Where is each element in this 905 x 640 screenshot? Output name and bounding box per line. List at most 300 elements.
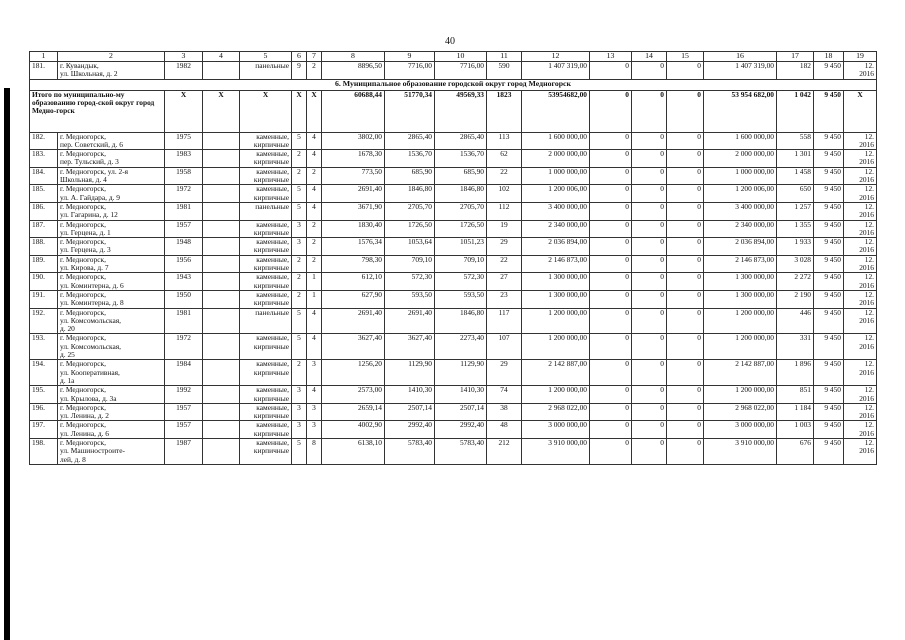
material-line: кирпичные: [253, 157, 289, 167]
row-number: 189.: [30, 255, 58, 273]
entrances-cell: 2: [307, 167, 322, 185]
deadline-cell: [844, 421, 877, 439]
col15-cell: 0: [667, 132, 704, 150]
deadline-line: 2016: [859, 411, 874, 421]
residential-area-cell: 1129,90: [435, 360, 487, 386]
premises-area-cell: 1846,80: [385, 185, 435, 203]
material-cell: [240, 202, 292, 220]
deadline-line: 2016: [859, 245, 874, 255]
floors-cell: 3: [292, 220, 307, 238]
floors-cell: 5: [292, 334, 307, 360]
deadline-cell: [844, 255, 877, 273]
owners-funds-cell: 2 146 873,00: [704, 255, 777, 273]
address-cell: [58, 360, 165, 386]
residents-cell: 22: [487, 255, 522, 273]
residential-area-cell: 2507,14: [435, 403, 487, 421]
row-number: 193.: [30, 334, 58, 360]
floors-cell: 3: [292, 421, 307, 439]
residential-area-cell: 1726,50: [435, 220, 487, 238]
deadline-cell: [844, 167, 877, 185]
material-line: кирпичные: [253, 263, 289, 273]
col14-cell: 0: [632, 360, 667, 386]
material-line: каменные,: [256, 290, 289, 299]
col15-cell: 0: [667, 220, 704, 238]
material-cell: [240, 403, 292, 421]
residents-cell: 107: [487, 334, 522, 360]
total-area-cell: 2691,40: [322, 185, 385, 203]
table-row: [30, 150, 877, 168]
total-row: [30, 90, 877, 132]
residential-area-cell: 572,30: [435, 273, 487, 291]
deadline-line: 2016: [859, 446, 874, 456]
residents-cell: 38: [487, 403, 522, 421]
col15-cell: 0: [667, 185, 704, 203]
col15-cell: 0: [667, 308, 704, 334]
residents-cell: 19: [487, 220, 522, 238]
material-line: каменные,: [256, 132, 289, 141]
col-header: 2: [58, 52, 165, 62]
repair-cost-cell: 1 200 000,00: [522, 334, 590, 360]
owners-funds-cell: 1 200 006,00: [704, 185, 777, 203]
address-line: г. Медногорск,: [60, 403, 106, 412]
address-line: ул. Машиностроите-: [60, 446, 126, 456]
col4-cell: [203, 62, 240, 80]
year-cell: 1981: [165, 202, 203, 220]
repair-cost-cell: 1 000 000,00: [522, 167, 590, 185]
table-row: [30, 308, 877, 334]
floors-cell: 2: [292, 150, 307, 168]
unit-cost-cell: 1 184: [777, 403, 814, 421]
repair-cost-cell: 3 910 000,00: [522, 438, 590, 464]
address-line: д. 25: [60, 350, 75, 360]
col14-cell: 0: [632, 202, 667, 220]
address-line: г. Медногорск,: [60, 237, 106, 247]
row-number: 190.: [30, 273, 58, 291]
col13-cell: 0: [590, 255, 632, 273]
repair-cost-cell: 1 200 006,00: [522, 185, 590, 203]
deadline-line: 2016: [859, 263, 874, 273]
unit-cost-cell: 3 028: [777, 255, 814, 273]
year-cell: 1956: [165, 255, 203, 273]
col14-cell: 0: [632, 308, 667, 334]
total-area-cell: 3627,40: [322, 334, 385, 360]
table-row: [30, 132, 877, 150]
address-line: г. Медногорск,: [60, 420, 106, 430]
total-area-cell: 3671,90: [322, 202, 385, 220]
year-cell: 1957: [165, 421, 203, 439]
row-number: 188.: [30, 238, 58, 256]
material-line: каменные,: [256, 385, 289, 395]
material-line: кирпичные: [253, 192, 289, 202]
material-line: каменные,: [256, 167, 289, 176]
deadline-line: 2016: [859, 192, 874, 202]
col-header: 7: [307, 52, 322, 62]
deadline-year: 2016: [859, 69, 874, 79]
unit-cost-cell: 1 933: [777, 238, 814, 256]
address-line: г. Медногорск,: [60, 385, 106, 395]
max-cost-cell: 9 450: [814, 202, 844, 220]
deadline-month: 12.: [864, 61, 874, 70]
col14-cell: 0: [632, 255, 667, 273]
unit-cost-cell: 1 896: [777, 360, 814, 386]
col4-cell: [203, 202, 240, 220]
deadline-line: 12.: [864, 438, 874, 447]
col13-cell: 0: [590, 62, 632, 80]
owners-funds-sum: 53 954 682,00: [704, 90, 777, 132]
col4-cell: [203, 220, 240, 238]
col4-cell: [203, 386, 240, 404]
deadline-line: 12.: [864, 308, 874, 317]
address-line: г. Медногорск, ул. 2-я: [60, 167, 129, 176]
address-line: ул. Гагарина, д. 12: [60, 210, 118, 220]
col4-cell: [203, 150, 240, 168]
row-number: 194.: [30, 360, 58, 386]
premises-area-cell: 2992,40: [385, 421, 435, 439]
col13-cell: 0: [590, 132, 632, 150]
material-line: панельные: [255, 202, 289, 211]
col13-sum: 0: [590, 90, 632, 132]
deadline-cell: [844, 202, 877, 220]
deadline-line: 12.: [864, 220, 874, 229]
col13-cell: 0: [590, 421, 632, 439]
entrances-cell: 8: [307, 438, 322, 464]
address-cell: [58, 220, 165, 238]
unit-cost-cell: 1 003: [777, 421, 814, 439]
entrances-cell: 1: [307, 290, 322, 308]
address-line: г. Кувандык,: [60, 61, 99, 70]
page-number: 40: [445, 36, 455, 47]
col-header: 9: [385, 52, 435, 62]
col4-cell: [203, 255, 240, 273]
residents-cell: 117: [487, 308, 522, 334]
premises-area-cell: 685,90: [385, 167, 435, 185]
row-number: 182.: [30, 132, 58, 150]
row-number: 196.: [30, 403, 58, 421]
material-cell: [240, 290, 292, 308]
total-area-cell: 8896,50: [322, 62, 385, 80]
year-cell: 1957: [165, 403, 203, 421]
col-header: 6: [292, 52, 307, 62]
address-cell: [58, 403, 165, 421]
address-line: пер. Советский, д. 6: [60, 139, 123, 149]
entrances-cell: 2: [307, 220, 322, 238]
max-cost-cell: 9 450: [814, 220, 844, 238]
material-line: кирпичные: [253, 428, 289, 438]
floors-cell: 5: [292, 132, 307, 150]
total-col3: X: [165, 90, 203, 132]
deadline-line: 12.: [864, 132, 874, 141]
owners-funds-cell: 2 000 000,00: [704, 150, 777, 168]
entrances-cell: 2: [307, 62, 322, 80]
deadline-cell: [844, 334, 877, 360]
row-number: 183.: [30, 150, 58, 168]
col14-cell: 0: [632, 150, 667, 168]
material-line: каменные,: [256, 333, 289, 343]
residential-area-cell: 1536,70: [435, 150, 487, 168]
address-cell: [58, 438, 165, 464]
col13-cell: 0: [590, 167, 632, 185]
entrances-cell: 3: [307, 421, 322, 439]
floors-cell: 2: [292, 290, 307, 308]
residential-area-cell: 2992,40: [435, 421, 487, 439]
address-line: г. Медногорск,: [60, 220, 106, 229]
material-line: каменные,: [256, 255, 289, 264]
table-row: [30, 238, 877, 256]
col13-cell: 0: [590, 308, 632, 334]
total-area-cell: 1678,30: [322, 150, 385, 168]
section-title: 6. Муниципальное образование городской округ город Медногорск: [30, 79, 877, 90]
residential-area-cell: 2865,40: [435, 132, 487, 150]
residential-area-cell: 685,90: [435, 167, 487, 185]
address-line: ул. Коминтерна, д. 8: [60, 298, 124, 308]
unit-cost-cell: 2 272: [777, 273, 814, 291]
col15-cell: 0: [667, 62, 704, 80]
address-line: г. Медногорск,: [60, 438, 106, 447]
unit-cost-cell: 1 355: [777, 220, 814, 238]
residential-area-cell: 709,10: [435, 255, 487, 273]
column-number-header: [30, 52, 877, 62]
residential-area-cell: 593,50: [435, 290, 487, 308]
col14-cell: 0: [632, 290, 667, 308]
residents-cell: 23: [487, 290, 522, 308]
max-cost-cell: 9 450: [814, 167, 844, 185]
total-area-cell: 4002,90: [322, 421, 385, 439]
address-line: ул. Комсомольская,: [60, 341, 122, 351]
section-header-row: [30, 79, 877, 90]
unit-cost-cell: 851: [777, 386, 814, 404]
col-header: 12: [522, 52, 590, 62]
table-row: [30, 273, 877, 291]
premises-area-cell: 1536,70: [385, 150, 435, 168]
address-line: д. 20: [60, 324, 75, 334]
col4-cell: [203, 167, 240, 185]
residents-cell: 74: [487, 386, 522, 404]
material-line: каменные,: [256, 420, 289, 430]
repair-cost-sum: 53954682,00: [522, 90, 590, 132]
repair-cost-cell: 1 300 000,00: [522, 290, 590, 308]
premises-area-cell: 3627,40: [385, 334, 435, 360]
material-line: кирпичные: [253, 446, 289, 456]
deadline-cell: [844, 386, 877, 404]
address-cell: [58, 238, 165, 256]
address-line: ул. Герцена, д. 1: [60, 227, 111, 237]
premises-area-cell: 7716,00: [385, 62, 435, 80]
max-cost-cell: 9 450: [814, 255, 844, 273]
year-cell: 1950: [165, 290, 203, 308]
material-cell: [240, 62, 292, 80]
material-cell: [240, 150, 292, 168]
material-line: кирпичные: [253, 411, 289, 421]
deadline-line: 2016: [859, 315, 874, 325]
material-line: кирпичные: [253, 280, 289, 290]
col13-cell: 0: [590, 403, 632, 421]
entrances-cell: 1: [307, 273, 322, 291]
col15-cell: 0: [667, 238, 704, 256]
material-cell: [240, 255, 292, 273]
row-number: 192.: [30, 308, 58, 334]
deadline-line: 2016: [859, 139, 874, 149]
total-area-cell: 798,30: [322, 255, 385, 273]
row-number: 198.: [30, 438, 58, 464]
col-header: 4: [203, 52, 240, 62]
floors-cell: 3: [292, 403, 307, 421]
col15-cell: 0: [667, 167, 704, 185]
total-col4: X: [203, 90, 240, 132]
deadline-line: 2016: [859, 367, 874, 377]
total-area-cell: 612,10: [322, 273, 385, 291]
material-line: каменные,: [256, 220, 289, 229]
floors-cell: 9: [292, 62, 307, 80]
owners-funds-cell: 1 000 000,00: [704, 167, 777, 185]
owners-funds-cell: 1 300 000,00: [704, 273, 777, 291]
material-cell: [240, 438, 292, 464]
col-header: 18: [814, 52, 844, 62]
total-area-cell: 627,90: [322, 290, 385, 308]
deadline-cell: [844, 238, 877, 256]
entrances-cell: 4: [307, 386, 322, 404]
owners-funds-cell: 2 340 000,00: [704, 220, 777, 238]
owners-funds-cell: 2 036 894,00: [704, 238, 777, 256]
deadline-line: 12.: [864, 272, 874, 282]
table-row: [30, 202, 877, 220]
col14-cell: 0: [632, 403, 667, 421]
floors-cell: 2: [292, 167, 307, 185]
address-line: ул. Коминтерна, д. 6: [60, 280, 124, 290]
col14-cell: 0: [632, 62, 667, 80]
residents-cell: 27: [487, 273, 522, 291]
col13-cell: 0: [590, 238, 632, 256]
repair-cost-cell: 2 142 887,00: [522, 360, 590, 386]
col15-sum: 0: [667, 90, 704, 132]
material-cell: [240, 386, 292, 404]
address-cell: [58, 202, 165, 220]
col4-cell: [203, 290, 240, 308]
col-header: 10: [435, 52, 487, 62]
owners-funds-cell: 2 968 022,00: [704, 403, 777, 421]
residents-cell: 22: [487, 167, 522, 185]
deadline-line: 2016: [859, 157, 874, 167]
material-line: кирпичные: [253, 175, 289, 185]
residential-area-cell: 1846,80: [435, 308, 487, 334]
deadline-line: 2016: [859, 210, 874, 220]
owners-funds-cell: 3 000 000,00: [704, 421, 777, 439]
material-cell: [240, 273, 292, 291]
housing-register-table: [29, 51, 877, 465]
floors-cell: 2: [292, 360, 307, 386]
address-line: г. Медногорск,: [60, 333, 106, 343]
repair-cost-cell: 1 300 000,00: [522, 273, 590, 291]
row-number: 184.: [30, 167, 58, 185]
table-row: [30, 255, 877, 273]
deadline-line: 12.: [864, 359, 874, 369]
col13-cell: 0: [590, 150, 632, 168]
address-line: пер. Тульский, д. 3: [60, 157, 119, 167]
entrances-cell: 2: [307, 255, 322, 273]
address-line: г. Медногорск,: [60, 184, 106, 194]
address-line: ул. Кирова, д. 7: [60, 263, 109, 273]
max-cost-cell: 9 450: [814, 386, 844, 404]
unit-cost-cell: 182: [777, 62, 814, 80]
col15-cell: 0: [667, 150, 704, 168]
address-cell: [58, 273, 165, 291]
max-cost-cell: 9 450: [814, 150, 844, 168]
repair-cost-cell: 1 407 319,00: [522, 62, 590, 80]
repair-cost-cell: 1 200 000,00: [522, 386, 590, 404]
total-col6: X: [292, 90, 307, 132]
repair-cost-cell: 3 000 000,00: [522, 421, 590, 439]
col14-cell: 0: [632, 132, 667, 150]
premises-area-sum: 51770,34: [385, 90, 435, 132]
material-line: кирпичные: [253, 393, 289, 403]
premises-area-cell: 2705,70: [385, 202, 435, 220]
repair-cost-cell: 1 200 000,00: [522, 308, 590, 334]
table-row: [30, 421, 877, 439]
address-cell: [58, 421, 165, 439]
address-line: г. Медногорск,: [60, 149, 106, 159]
deadline-cell: [844, 308, 877, 334]
col14-cell: 0: [632, 438, 667, 464]
owners-funds-cell: 3 400 000,00: [704, 202, 777, 220]
material-cell: [240, 220, 292, 238]
col14-cell: 0: [632, 421, 667, 439]
owners-funds-cell: 2 142 887,00: [704, 360, 777, 386]
address-cell: [58, 185, 165, 203]
address-line: г. Медногорск,: [60, 290, 106, 299]
address-cell: [58, 255, 165, 273]
row-number: 195.: [30, 386, 58, 404]
owners-funds-cell: 1 200 000,00: [704, 334, 777, 360]
address-line: ул. Кооперативная,: [60, 367, 120, 377]
address-cell: [58, 334, 165, 360]
repair-cost-cell: 1 600 000,00: [522, 132, 590, 150]
unit-cost-cell: 676: [777, 438, 814, 464]
col-header: 19: [844, 52, 877, 62]
col14-cell: 0: [632, 273, 667, 291]
material-cell: [240, 238, 292, 256]
residential-area-cell: 7716,00: [435, 62, 487, 80]
residential-area-cell: 1410,30: [435, 386, 487, 404]
col15-cell: 0: [667, 421, 704, 439]
residents-cell: 102: [487, 185, 522, 203]
col15-cell: 0: [667, 334, 704, 360]
material-cell: [240, 132, 292, 150]
row-number: 187.: [30, 220, 58, 238]
year-cell: 1972: [165, 334, 203, 360]
repair-cost-cell: 2 036 894,00: [522, 238, 590, 256]
residential-area-cell: 1846,80: [435, 185, 487, 203]
address-line: лей, д. 8: [60, 454, 86, 464]
floors-cell: 3: [292, 386, 307, 404]
deadline-line: 2016: [859, 393, 874, 403]
deadline-line: 12.: [864, 255, 874, 264]
col15-cell: 0: [667, 360, 704, 386]
floors-cell: 5: [292, 185, 307, 203]
col14-cell: 0: [632, 334, 667, 360]
address-cell: [58, 62, 165, 80]
deadline-line: 12.: [864, 385, 874, 395]
row-number: 186.: [30, 202, 58, 220]
floors-cell: 5: [292, 438, 307, 464]
max-cost-cell: 9 450: [814, 290, 844, 308]
table-row: [30, 334, 877, 360]
entrances-cell: 4: [307, 185, 322, 203]
material-cell: [240, 421, 292, 439]
col15-cell: 0: [667, 386, 704, 404]
total-area-cell: 6138,10: [322, 438, 385, 464]
deadline-line: 2016: [859, 175, 874, 185]
col-header: 16: [704, 52, 777, 62]
total-area-sum: 60688,44: [322, 90, 385, 132]
